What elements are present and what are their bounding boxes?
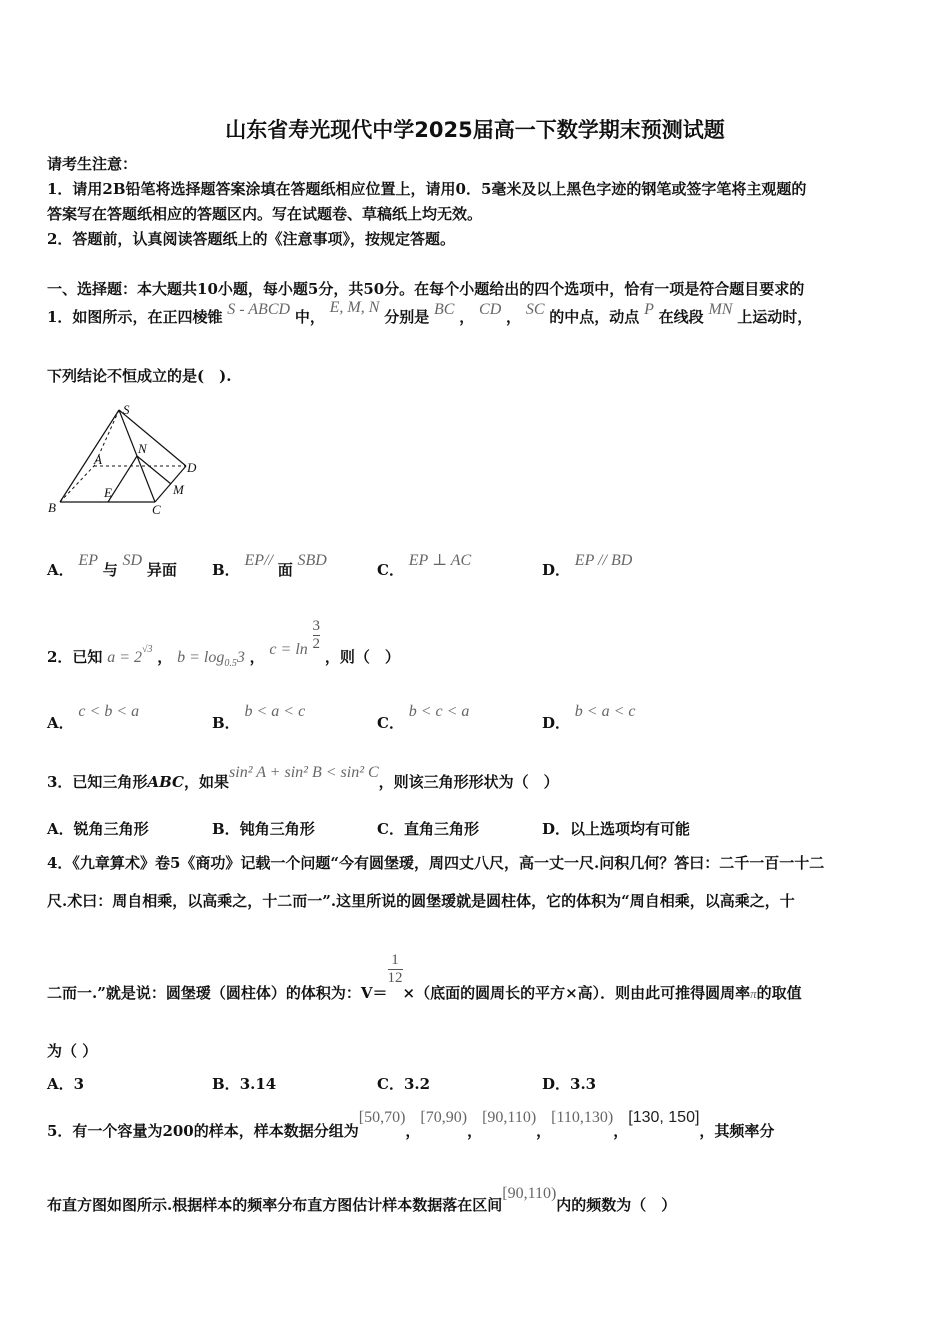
q4-option-d[interactable]: D．3.3: [542, 1075, 597, 1093]
pyramid-figure: [44, 398, 214, 523]
q1-option-d[interactable]: D． EP // BD: [542, 552, 633, 579]
question-3-stem: 3．已知三角形ABC，如果sin² A + sin² B < sin² C，则该三角形形状为（ ）: [47, 764, 559, 791]
q4-fraction: $\frac{1}{12}$: [387, 952, 403, 986]
q1-stem-line-2: 下列结论不恒成立的是( ).: [47, 367, 232, 385]
section-heading: 一、选择题：本大题共10小题，每小题5分，共50分。在每个小题给出的四个选项中，恰有一项是符合题目要求的: [47, 280, 805, 298]
q5-group-3: [90,110): [482, 1109, 537, 1126]
question-2-stem: 2．已知 $a = 2_{√3}$ ， $b = \log_{0.5}3$ ， c = ln $\frac{3}{2}$ ，则（ ）: [47, 618, 400, 669]
q5-group-1: [50,70): [358, 1109, 406, 1126]
question-5-stem: 5．有一个容量为200的样本，样本数据分组为[50,70)，[70,90)，[90,110)，[110,130)，[130, 150]，其频率分: [47, 1109, 775, 1140]
q1-text-6: 的中点，动点: [549, 308, 640, 326]
q3-option-d[interactable]: D．以上选项均有可能: [542, 820, 691, 838]
q1-option-b[interactable]: B． EP// 面 SBD: [212, 552, 327, 579]
q4-option-b[interactable]: B．3.14: [212, 1075, 277, 1093]
segment-en: [108, 456, 137, 502]
edge-ba-hidden: [60, 466, 94, 502]
q1-math-cd: CD: [479, 301, 502, 318]
q1-math-bc: BC: [433, 301, 455, 318]
q5-line-2: 布直方图如图所示.根据样本的频率分布直方图估计样本数据落在区间[90,110)内的频数为（ ）: [47, 1185, 677, 1214]
q1-text-7: 在线段: [658, 308, 704, 326]
q3-option-a[interactable]: A．锐角三角形: [47, 820, 149, 838]
q1-text-4: ，: [459, 308, 475, 326]
label-b: B: [48, 500, 56, 515]
label-d: D: [187, 460, 197, 475]
q1-text-1: 1．如图所示，在正四棱锥: [47, 308, 223, 326]
q1-text-8: 上运动时，: [737, 308, 813, 326]
q5-group-5: [130, 150]: [628, 1109, 700, 1126]
q5-interval: [90,110): [502, 1185, 557, 1202]
q1-text-3: 分别是: [384, 308, 430, 326]
question-1-stem: [47, 299, 813, 327]
label-c: C: [152, 502, 161, 517]
q2-c-fraction: $\frac{3}{2}$: [312, 618, 321, 652]
notice-line-1: 1．请用2B铅笔将选择题答案涂填在答题纸相应位置上，请用0．5毫米及以上黑色字迹的钢笔或签字笔将主观题的: [47, 180, 807, 198]
label-e: E: [104, 485, 112, 500]
q4-line-3: 二而一.”就是说：圆堡瑷（圆柱体）的体积为：V＝ $\frac{1}{12}$ ×（底面的圆周长的平方×高）．则由此可推得圆周率π的取值: [47, 952, 802, 1002]
q2-option-a[interactable]: A． c < b < a: [47, 703, 140, 732]
q5-group-4: [110,130): [551, 1109, 614, 1126]
q3-option-c[interactable]: C．直角三角形: [377, 820, 479, 838]
edge-sd: [119, 410, 186, 466]
notice-heading: 请考生注意：: [47, 155, 138, 173]
q4-option-a[interactable]: A．3: [47, 1075, 85, 1093]
q1-option-c[interactable]: C． EP ⊥ AC: [377, 552, 472, 579]
q4-line-4: 为（ ）: [47, 1042, 98, 1060]
page-title: 山东省寿光现代中学2025届高一下数学期末预测试题: [225, 118, 725, 142]
q1-math-p: P: [644, 301, 654, 318]
q4-line-1: 4．《九章算术》卷5《商功》记载一个问题“今有圆堡瑷，周四丈八尺，高一丈一尺.问积几何？答曰：二千一百一十二: [47, 854, 825, 872]
q3-option-b[interactable]: B．钝角三角形: [212, 820, 315, 838]
label-a: A: [94, 452, 102, 467]
notice-line-1b: 答案写在答题纸相应的答题区内。写在试题卷、草稿纸上均无效。: [47, 205, 483, 223]
q1-option-a[interactable]: A． EP 与 SD 异面: [47, 552, 177, 579]
q1-text-5: ，: [506, 308, 522, 326]
q1-math-mn: MN: [708, 301, 733, 318]
q4-option-c[interactable]: C．3.2: [377, 1075, 431, 1093]
label-s: S: [123, 402, 130, 417]
q4-line-2: 尺.术曰：周自相乘，以高乘之，十二而一”.这里所说的圆堡瑷就是圆柱体，它的体积为“周自相乘，以高乘之，十: [47, 892, 795, 910]
q2-option-b[interactable]: B． b < a < c: [212, 703, 306, 732]
notice-line-2: 2．答题前，认真阅读答题纸上的《注意事项》，按规定答题。: [47, 230, 455, 248]
q2-option-c[interactable]: C． b < c < a: [377, 703, 470, 732]
q2-option-d[interactable]: D． b < a < c: [542, 703, 636, 732]
q5-group-2: [70,90): [420, 1109, 468, 1126]
label-m: M: [173, 482, 184, 497]
q1-math-points: E, M, N: [329, 299, 380, 316]
label-n: N: [138, 441, 147, 456]
q1-math-pyramid: S - ABCD: [227, 301, 291, 318]
q1-math-sc: SC: [525, 301, 545, 318]
q1-text-2: 中，: [294, 308, 325, 326]
